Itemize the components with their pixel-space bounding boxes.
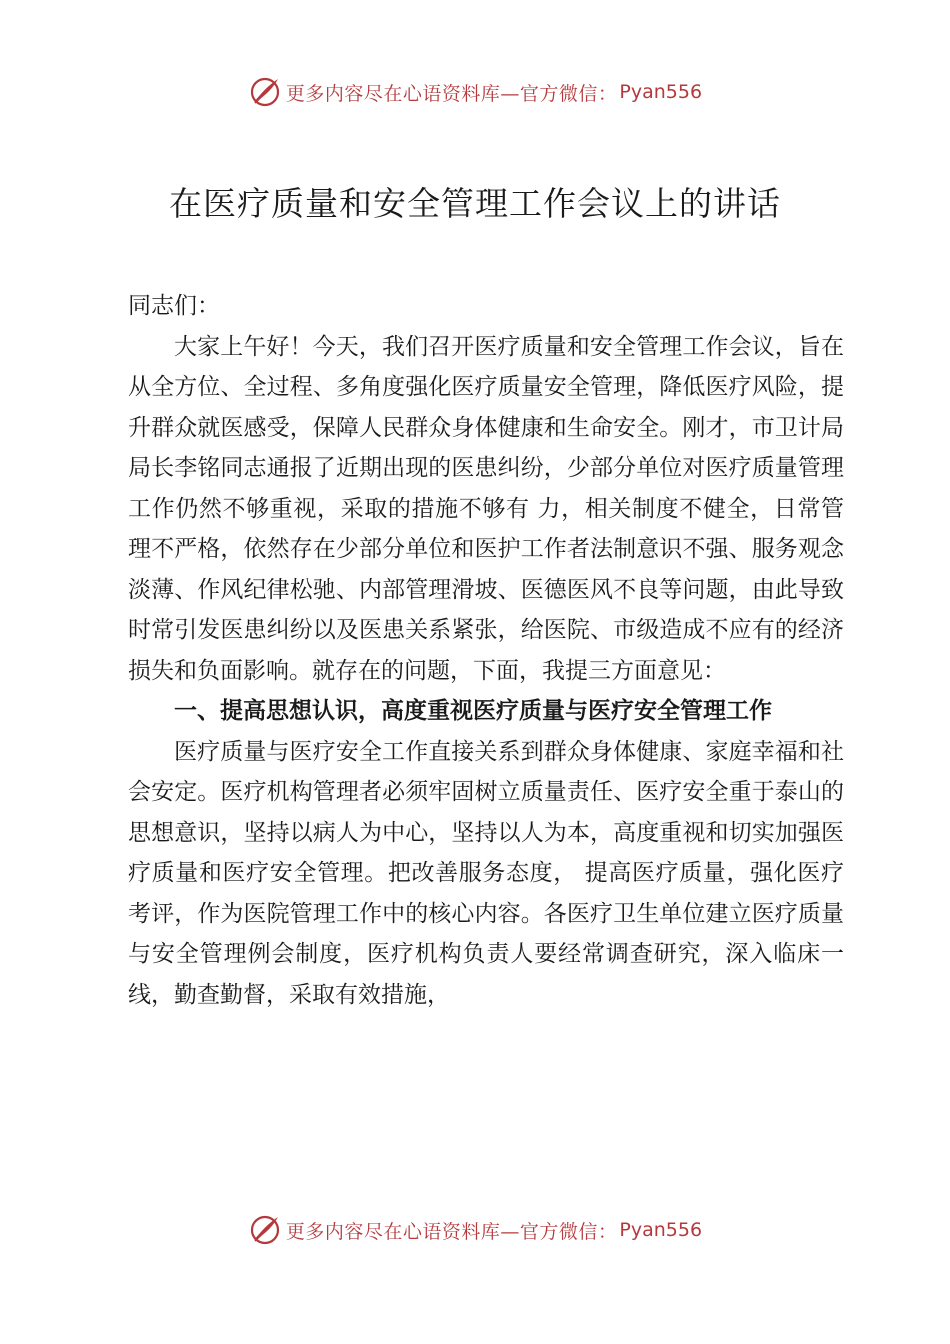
quill-logo-icon [248, 1213, 282, 1247]
watermark-text: 更多内容尽在心语资料库—官方微信： [285, 82, 618, 105]
watermark-contact: Pyan556 [619, 1219, 703, 1241]
document-body [128, 286, 844, 1015]
footer-watermark [0, 1210, 950, 1250]
watermark-text: 更多内容尽在心语资料库—官方微信： [285, 1220, 618, 1243]
section-paragraph: 医疗质量与医疗安全工作直接关系到群众身体健康、家庭幸福和社会安定。医疗机构管理者必须牢固树立质量责任、医疗安全重于泰山的思想意识，坚持以病人为中心，坚持以人为本，高度重视和切实加强医疗质量和医疗安全管理。把改善服务态度， 提高医疗质量，强化医疗考评，作为医院管理工作中的核心内容。各医疗卫生单位建立医疗质量与安全管理例会制度，医疗机构负责人要经常调查研究，深入临床一线，勤查勤督，采取有效措施， [128, 738, 844, 1008]
section-heading: 一、提高思想认识，高度重视医疗质量与医疗安全管理工作 [174, 698, 772, 724]
quill-logo-icon [248, 75, 282, 109]
header-watermark [0, 72, 950, 112]
document-title: 在医疗质量和安全管理工作会议上的讲话 [169, 184, 781, 223]
salutation: 同志们： [128, 293, 220, 319]
opening-paragraph: 大家上午好！今天，我们召开医疗质量和安全管理工作会议，旨在从全方位、全过程、多角度强化医疗质量安全管理，降低医疗风险，提升群众就医感受，保障人民群众身体健康和生命安全。刚才，市卫计局局长李铭同志通报了近期出现的医患纠纷，少部分单位对医疗质量管理工作仍然不够重视，采取的措施不够有 力，相关制度不健全，日常管理不严格，依然存在少部分单位和医护工作者法制意识不强、服务观念淡薄、作风纪律松驰、内部管理滑坡、医德医风不良等问题，由此导致时常引发医患纠纷以及医患关系紧张，给医院、市级造成不应有的经济损失和负面影响。就存在的问题，下面，我提三方面意见： [128, 333, 844, 684]
watermark-contact: Pyan556 [619, 81, 703, 103]
